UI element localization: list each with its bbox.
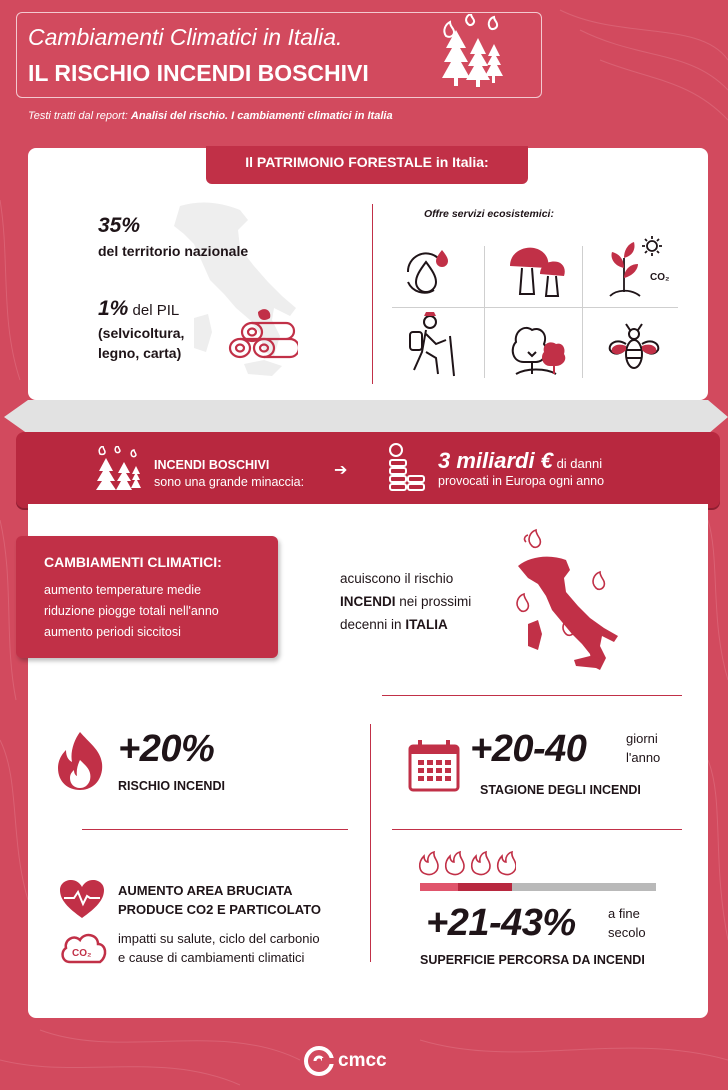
acu-bold-incendi: INCENDI bbox=[340, 594, 396, 609]
strip-fold-right bbox=[708, 400, 728, 434]
acu-rest: nei prossimi bbox=[395, 594, 472, 609]
page-title: IL RISCHIO INCENDI BOSCHIVI bbox=[28, 60, 369, 86]
damage-suffix: di danni bbox=[552, 456, 603, 471]
acu-pre: decenni in bbox=[340, 617, 406, 632]
acu-line-1: acuiscono il rischio bbox=[340, 571, 454, 586]
surface-unit-1: a fine bbox=[608, 906, 640, 921]
eco-services-title: Offre servizi ecosistemici: bbox=[424, 208, 554, 220]
source-title: Analisi del rischio. I cambiamenti climatici in Italia bbox=[130, 110, 393, 122]
pil-line bbox=[98, 297, 179, 321]
bee-icon bbox=[606, 320, 662, 374]
source-note bbox=[28, 110, 393, 122]
grid-line bbox=[484, 246, 485, 378]
season-unit-2: l'anno bbox=[626, 750, 661, 765]
forest-fire-icon bbox=[432, 14, 508, 92]
grey-strip bbox=[28, 400, 708, 434]
surface-label: SUPERFICIE PERCORSA DA INCENDI bbox=[420, 953, 645, 967]
acu-line-3 bbox=[340, 617, 448, 632]
coins-icon bbox=[386, 442, 426, 494]
damage-detail: provocati in Europa ogni anno bbox=[438, 474, 605, 488]
arrow-right-icon: ➔ bbox=[334, 462, 348, 479]
burn-title-2: PRODUCE CO2 E PARTICOLATO bbox=[118, 902, 321, 917]
surface-bar-segment-1 bbox=[420, 883, 458, 891]
burn-text-2: e cause di cambiamenti climatici bbox=[118, 950, 305, 965]
pil-detail-2: legno, carta) bbox=[98, 345, 182, 361]
territory-pct: 35% bbox=[98, 214, 141, 237]
risk-label: RISCHIO INCENDI bbox=[118, 779, 225, 793]
climate-title: CAMBIAMENTI CLIMATICI: bbox=[44, 554, 222, 570]
pil-label: del PIL bbox=[128, 302, 180, 319]
climate-item: aumento temperature medie bbox=[44, 583, 202, 597]
burn-title-1: AUMENTO AREA BRUCIATA bbox=[118, 883, 293, 898]
divider-horizontal-3 bbox=[392, 829, 682, 830]
mushroom-icon bbox=[506, 244, 566, 300]
territory-label: del territorio nazionale bbox=[98, 243, 249, 259]
plant-co2-icon bbox=[604, 234, 674, 300]
season-label: STAGIONE DEGLI INCENDI bbox=[480, 783, 641, 797]
divider-horizontal-2 bbox=[82, 829, 348, 830]
surface-unit-2: secolo bbox=[608, 925, 646, 940]
risk-value: +20% bbox=[118, 728, 215, 770]
co2-cloud-icon bbox=[58, 930, 108, 966]
water-drop-icon bbox=[398, 246, 454, 300]
divider-vertical-1 bbox=[372, 204, 373, 384]
heart-pulse-icon bbox=[58, 878, 106, 920]
damage-amount: 3 miliardi € bbox=[438, 448, 553, 473]
forest-trees-icon bbox=[506, 316, 570, 376]
wood-logs-icon bbox=[226, 306, 298, 362]
co2-label: CO₂ bbox=[650, 272, 670, 283]
strip-fold-left bbox=[4, 400, 28, 434]
surface-bar-rest bbox=[512, 883, 656, 891]
damage-line bbox=[438, 448, 602, 474]
forest-fire-small-icon bbox=[94, 446, 142, 492]
surface-bar-segment-2 bbox=[458, 883, 512, 891]
forest-tab-label: Il PATRIMONIO FORESTALE in Italia: bbox=[206, 146, 528, 184]
climate-item: aumento periodi siccitosi bbox=[44, 625, 181, 639]
acu-bold-italia: ITALIA bbox=[405, 617, 448, 632]
source-prefix: Testi tratti dal report: bbox=[28, 110, 131, 122]
climate-item: riduzione piogge totali nell'anno bbox=[44, 604, 219, 618]
acu-line-2 bbox=[340, 594, 471, 609]
co2-cloud-label: CO₂ bbox=[72, 948, 92, 959]
flame-icon bbox=[54, 730, 106, 792]
flames-row-icon bbox=[416, 850, 516, 878]
divider-vertical-2 bbox=[370, 724, 371, 962]
pil-detail-1: (selvicoltura, bbox=[98, 325, 185, 341]
surface-value: +21-43% bbox=[426, 902, 576, 944]
band-title: INCENDI BOSCHIVI bbox=[154, 458, 270, 472]
season-unit-1: giorni bbox=[626, 731, 658, 746]
title-line1: Cambiamenti Climatici in Italia. bbox=[28, 24, 343, 50]
cmcc-logo-icon bbox=[304, 1046, 334, 1076]
cmcc-logo-text: cmcc bbox=[338, 1050, 387, 1071]
italy-fire-map bbox=[508, 526, 632, 674]
divider-horizontal-1 bbox=[382, 695, 682, 696]
hiker-icon bbox=[404, 312, 460, 378]
band-subtitle: sono una grande minaccia: bbox=[154, 475, 305, 489]
season-value: +20-40 bbox=[470, 728, 587, 770]
pil-pct: 1% bbox=[98, 297, 129, 320]
grid-line bbox=[392, 307, 678, 308]
calendar-icon bbox=[408, 738, 460, 792]
burn-text-1: impatti su salute, ciclo del carbonio bbox=[118, 931, 320, 946]
grid-line bbox=[582, 246, 583, 378]
